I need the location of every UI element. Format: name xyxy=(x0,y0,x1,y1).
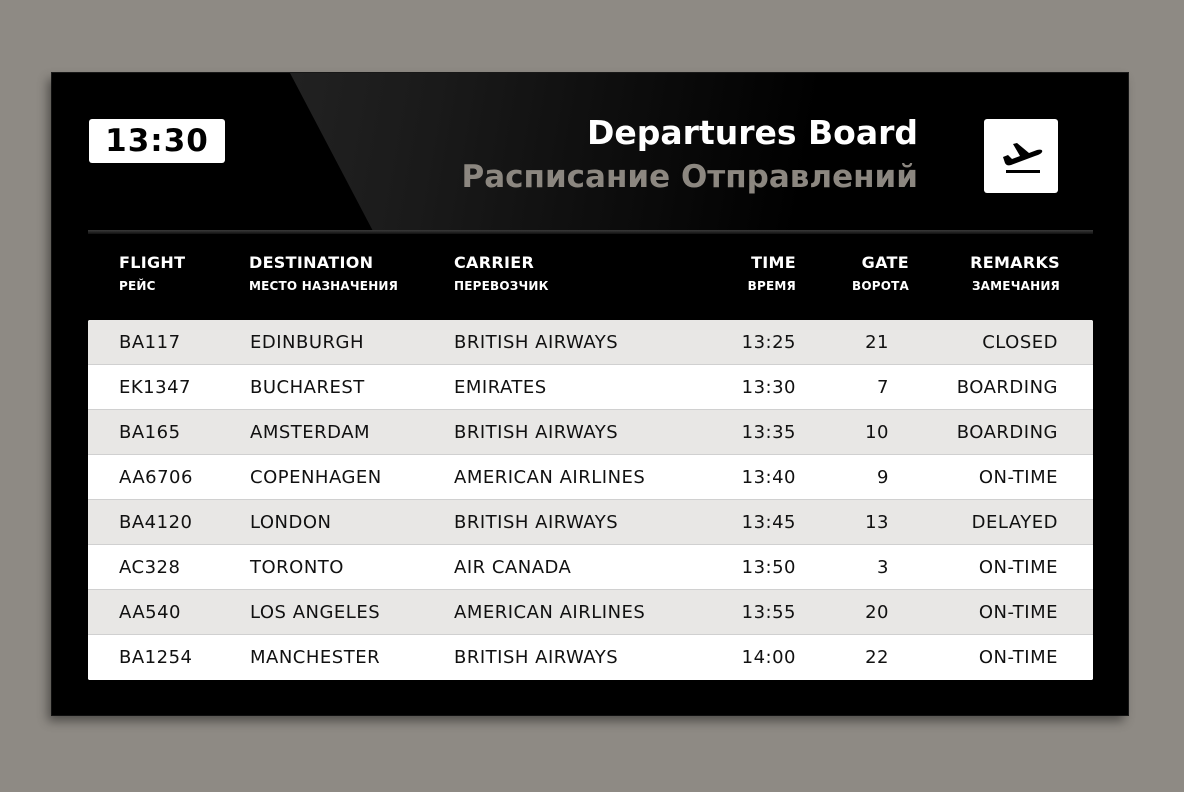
departure-time: 13:55 xyxy=(741,602,796,623)
departure-time: 13:45 xyxy=(741,512,796,533)
departures-board xyxy=(52,73,1128,715)
column-header-flight xyxy=(119,253,185,293)
column-header-time-ru: ВРЕМЯ xyxy=(747,279,796,293)
remarks-status: ON-TIME xyxy=(978,647,1058,668)
column-header-time xyxy=(748,253,796,293)
column-header-gate xyxy=(852,253,909,293)
table-row xyxy=(88,365,1093,410)
column-header-remarks-ru: ЗАМЕЧАНИЯ xyxy=(971,279,1060,293)
flight-number: BA4120 xyxy=(119,512,193,533)
destination: LONDON xyxy=(250,512,332,533)
carrier: BRITISH AIRWAYS xyxy=(454,647,619,668)
destination: COPENHAGEN xyxy=(250,467,382,488)
remarks-status: BOARDING xyxy=(956,377,1058,398)
destination: TORONTO xyxy=(250,557,344,578)
table-row xyxy=(88,545,1093,590)
destination: AMSTERDAM xyxy=(250,422,371,443)
table-row xyxy=(88,500,1093,545)
column-header-destination xyxy=(249,253,398,293)
flight-number: AC328 xyxy=(119,557,181,578)
destination: BUCHAREST xyxy=(250,377,365,398)
gate-number: 21 xyxy=(865,332,889,353)
flight-number: BA165 xyxy=(119,422,181,443)
departure-time: 13:40 xyxy=(741,467,796,488)
carrier: AIR CANADA xyxy=(454,557,572,578)
gate-number: 3 xyxy=(877,557,889,578)
flight-number: AA6706 xyxy=(119,467,193,488)
departure-time: 14:00 xyxy=(741,647,796,668)
table-row xyxy=(88,320,1093,365)
column-header-carrier xyxy=(454,253,549,293)
gate-number: 22 xyxy=(865,647,889,668)
departure-time: 13:30 xyxy=(741,377,796,398)
header-divider xyxy=(88,230,1093,234)
carrier: AMERICAN AIRLINES xyxy=(454,602,646,623)
departure-plane-icon-svg xyxy=(994,129,1048,183)
board-title-russian: Расписание Отправлений xyxy=(461,159,918,195)
carrier: EMIRATES xyxy=(454,377,547,398)
flight-number: AA540 xyxy=(119,602,181,623)
gate-number: 7 xyxy=(877,377,889,398)
remarks-status: ON-TIME xyxy=(978,467,1058,488)
column-header-flight-ru: РЕЙС xyxy=(119,279,156,293)
flights-table xyxy=(88,320,1093,680)
column-header-gate-ru: ВОРОТА xyxy=(851,279,909,293)
gate-number: 10 xyxy=(865,422,889,443)
flight-number: BA117 xyxy=(119,332,181,353)
departure-time: 13:50 xyxy=(741,557,796,578)
departure-time: 13:25 xyxy=(741,332,796,353)
column-header-destination-en: DESTINATION xyxy=(249,253,374,272)
carrier: AMERICAN AIRLINES xyxy=(454,467,646,488)
carrier: BRITISH AIRWAYS xyxy=(454,422,619,443)
remarks-status: DELAYED xyxy=(971,512,1058,533)
remarks-status: BOARDING xyxy=(956,422,1058,443)
carrier: BRITISH AIRWAYS xyxy=(454,512,619,533)
column-header-remarks xyxy=(970,253,1060,293)
gate-number: 9 xyxy=(877,467,889,488)
column-header-time-en: TIME xyxy=(751,253,796,272)
carrier: BRITISH AIRWAYS xyxy=(454,332,619,353)
board-title-english: Departures Board xyxy=(587,113,918,152)
destination: LOS ANGELES xyxy=(250,602,381,623)
clock-display: 13:30 xyxy=(89,119,225,163)
destination: MANCHESTER xyxy=(250,647,381,668)
flight-number: EK1347 xyxy=(119,377,191,398)
column-header-remarks-en: REMARKS xyxy=(970,253,1060,272)
column-header-gate-en: GATE xyxy=(861,253,909,272)
column-header-flight-en: FLIGHT xyxy=(119,253,186,272)
table-row xyxy=(88,590,1093,635)
table-row xyxy=(88,455,1093,500)
flight-number: BA1254 xyxy=(119,647,193,668)
remarks-status: CLOSED xyxy=(982,332,1058,353)
column-header-destination-ru: МЕСТО НАЗНАЧЕНИЯ xyxy=(249,279,399,293)
column-header-carrier-en: CARRIER xyxy=(454,253,535,272)
table-row xyxy=(88,410,1093,455)
destination: EDINBURGH xyxy=(250,332,365,353)
gate-number: 20 xyxy=(865,602,889,623)
departure-time: 13:35 xyxy=(741,422,796,443)
remarks-status: ON-TIME xyxy=(978,557,1058,578)
departure-plane-icon xyxy=(984,119,1058,193)
column-header-carrier-ru: ПЕРЕВОЗЧИК xyxy=(454,279,549,293)
remarks-status: ON-TIME xyxy=(978,602,1058,623)
table-row xyxy=(88,635,1093,680)
gate-number: 13 xyxy=(865,512,889,533)
